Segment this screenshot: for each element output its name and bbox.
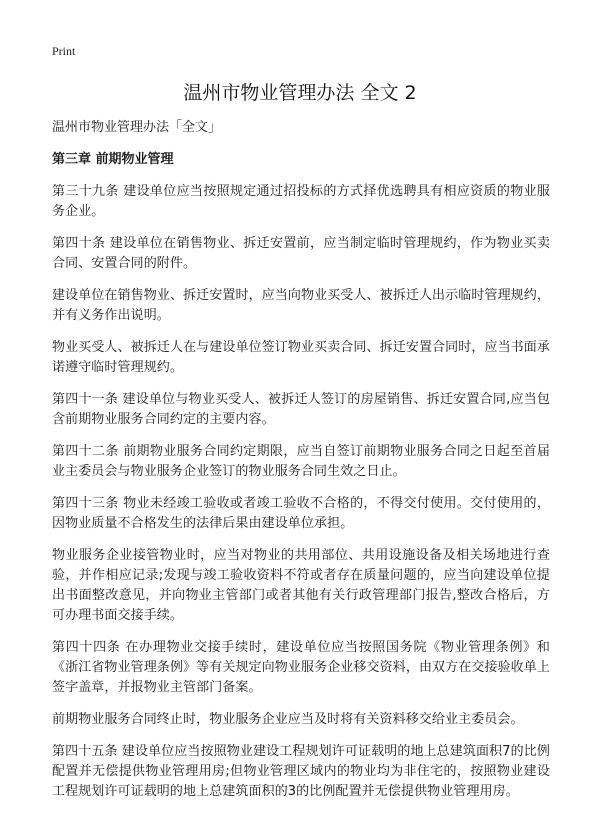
paragraph-article-39: 第三十九条 建设单位应当按照规定通过招投标的方式择优选聘具有相应资质的物业服务企业。 bbox=[52, 184, 550, 219]
document-subtitle: 温州市物业管理办法「全文」 bbox=[52, 120, 222, 135]
paragraph-article-41: 第四十一条 建设单位与物业买受人、被拆迁人签订的房屋销售、拆迁安置合同,应当包含前期物业服务合同约定的主要内容。 bbox=[52, 392, 550, 427]
paragraph-article-43-clause-2: 物业服务企业接管物业时，应当对物业的共用部位、共用设施设备及相关场地进行查验，并作相应记录;发现与竣工验收资料不符或者存在质量问题的，应当向建设单位提出书面整改意见，并向物业主管部门或者其他有关行政管理部门报告,整改合格后，方可办理书面交接手续。 bbox=[52, 548, 550, 623]
paragraph-article-40-clause-3: 物业买受人、被拆迁人在与建设单位签订物业买卖合同、拆迁安置合同时，应当书面承诺遵守临时管理规约。 bbox=[52, 340, 550, 375]
paragraph-article-42: 第四十二条 前期物业服务合同约定期限，应当自签订前期物业服务合同之日起至首届业主委员会与物业服务企业签订的物业服务合同生效之日止。 bbox=[52, 444, 550, 479]
paragraph-article-40: 第四十条 建设单位在销售物业、拆迁安置前，应当制定临时管理规约，作为物业买卖合同、安置合同的附件。 bbox=[52, 236, 550, 271]
page-title: 温州市物业管理办法 全文 2 bbox=[183, 82, 417, 104]
paragraph-article-43: 第四十三条 物业未经竣工验收或者竣工验收不合格的，不得交付使用。交付使用的，因物业质量不合格发生的法律后果由建设单位承担。 bbox=[52, 496, 550, 531]
chapter-heading: 第三章 前期物业管理 bbox=[52, 152, 174, 167]
paragraph-article-45: 第四十五条 建设单位应当按照物业建设工程规划许可证载明的地上总建筑面积7的比例配置并无偿提供物业管理用房;但物业管理区域内的物业均为非住宅的，按照物业建设工程规划许可证载明的地上总建筑面积的3的比例配置并无偿提供物业管理用房。 bbox=[52, 744, 550, 799]
print-link[interactable]: Print bbox=[52, 44, 76, 58]
paragraph-article-44: 第四十四条 在办理物业交接手续时，建设单位应当按照国务院《物业管理条例》和《浙江省物业管理条例》等有关规定向物业服务企业移交资料，由双方在交接验收单上签字盖章，并报物业主管部门备案。 bbox=[52, 640, 550, 695]
paragraph-article-40-clause-2: 建设单位在销售物业、拆迁安置时，应当向物业买受人、被拆迁人出示临时管理规约，并有义务作出说明。 bbox=[52, 288, 550, 323]
document-body bbox=[52, 118, 550, 814]
paragraph-article-44-clause-2: 前期物业服务合同终止时，物业服务企业应当及时将有关资料移交给业主委员会。 bbox=[52, 712, 524, 727]
